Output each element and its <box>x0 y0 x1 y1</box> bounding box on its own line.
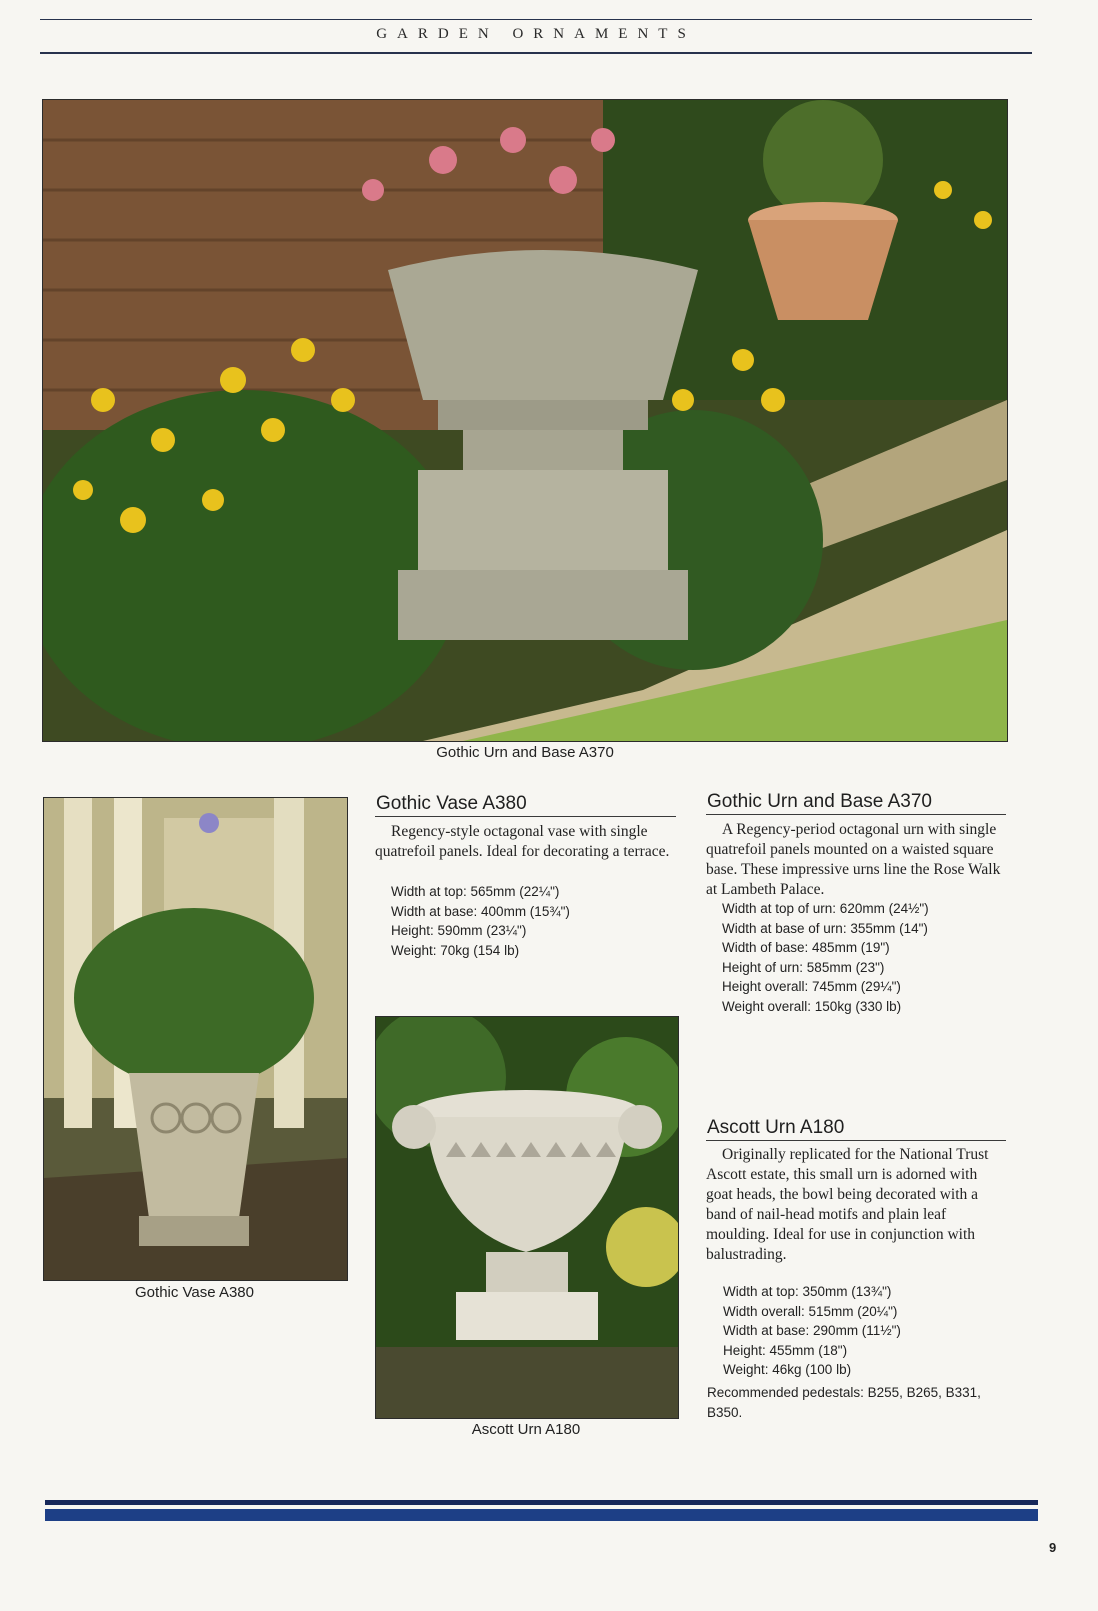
spec-item: Width at top: 350mm (13¾") <box>723 1284 892 1299</box>
spec-item: Height overall: 745mm (29¼") <box>722 979 901 994</box>
spec-item: Width overall: 515mm (20¼") <box>723 1303 898 1319</box>
vase-photo-caption: Gothic Vase A380 <box>135 1284 254 1301</box>
spec-item: Width at base: 290mm (11½") <box>723 1323 901 1338</box>
ascott-description: Originally replicated for the National Trust Ascott estate, this small urn is adorned with goat heads, the bowl being decorated with a band of nail-head motifs and plain leaf moulding. Ideal for use in conjunction with balustrading. <box>706 1146 989 1263</box>
urn-title: Gothic Urn and Base A370 <box>707 791 932 812</box>
ascott-photo-caption: Ascott Urn A180 <box>471 1421 581 1438</box>
urn-specs <box>722 899 929 1016</box>
header-rule-top <box>40 19 1032 20</box>
ascott-pedestals-note: Recommended pedestals: B255, B265, B331, B350. <box>707 1385 981 1420</box>
gothic-vase-photo-icon <box>44 798 347 1280</box>
spec-item: Height of urn: 585mm (23") <box>722 959 885 975</box>
spec-item: Weight: 46kg (100 lb) <box>723 1362 852 1377</box>
spec-item: Width at top: 565mm (22¼") <box>391 884 560 899</box>
spec-item: Width at base: 400mm (15¾") <box>391 903 570 919</box>
ascott-title-rule <box>706 1140 1006 1141</box>
spec-item: Weight: 70kg (154 lb) <box>391 942 520 958</box>
gothic-urn-photo-icon <box>43 100 1007 741</box>
urn-description: A Regency-period octagonal urn with single quatrefoil panels mounted on a waisted square base. These impressive urns line the Rose Walk at Lambeth Palace. <box>706 821 1001 898</box>
vase-specs <box>391 882 570 960</box>
spec-item: Width at top of urn: 620mm (24½") <box>722 901 929 916</box>
vase-title-rule <box>375 816 676 817</box>
page-number: 9 <box>1049 1540 1057 1555</box>
vase-description: Regency-style octagonal vase with single quatrefoil panels. Ideal for decorating a terrace. <box>375 823 670 860</box>
vase-title: Gothic Vase A380 <box>376 793 527 814</box>
main-photo <box>42 99 1008 742</box>
header-title: GARDEN ORNAMENTS <box>376 26 696 42</box>
spec-item: Width at base of urn: 355mm (14") <box>722 920 928 936</box>
spec-item: Height: 590mm (23¼") <box>391 923 527 938</box>
main-photo-caption: Gothic Urn and Base A370 <box>436 744 614 761</box>
vase-photo <box>43 797 348 1281</box>
ascott-photo <box>375 1016 679 1419</box>
urn-title-rule <box>706 814 1006 815</box>
footer-bar-bottom <box>45 1509 1038 1521</box>
footer-bar-top <box>45 1500 1038 1505</box>
spec-item: Weight overall: 150kg (330 lb) <box>722 998 902 1014</box>
ascott-title: Ascott Urn A180 <box>707 1117 845 1138</box>
header-rule-bottom <box>40 52 1032 54</box>
ascott-specs <box>723 1282 901 1380</box>
spec-item: Height: 455mm (18") <box>723 1342 848 1358</box>
spec-item: Width of base: 485mm (19") <box>722 940 890 955</box>
ascott-urn-photo-icon <box>376 1017 678 1418</box>
